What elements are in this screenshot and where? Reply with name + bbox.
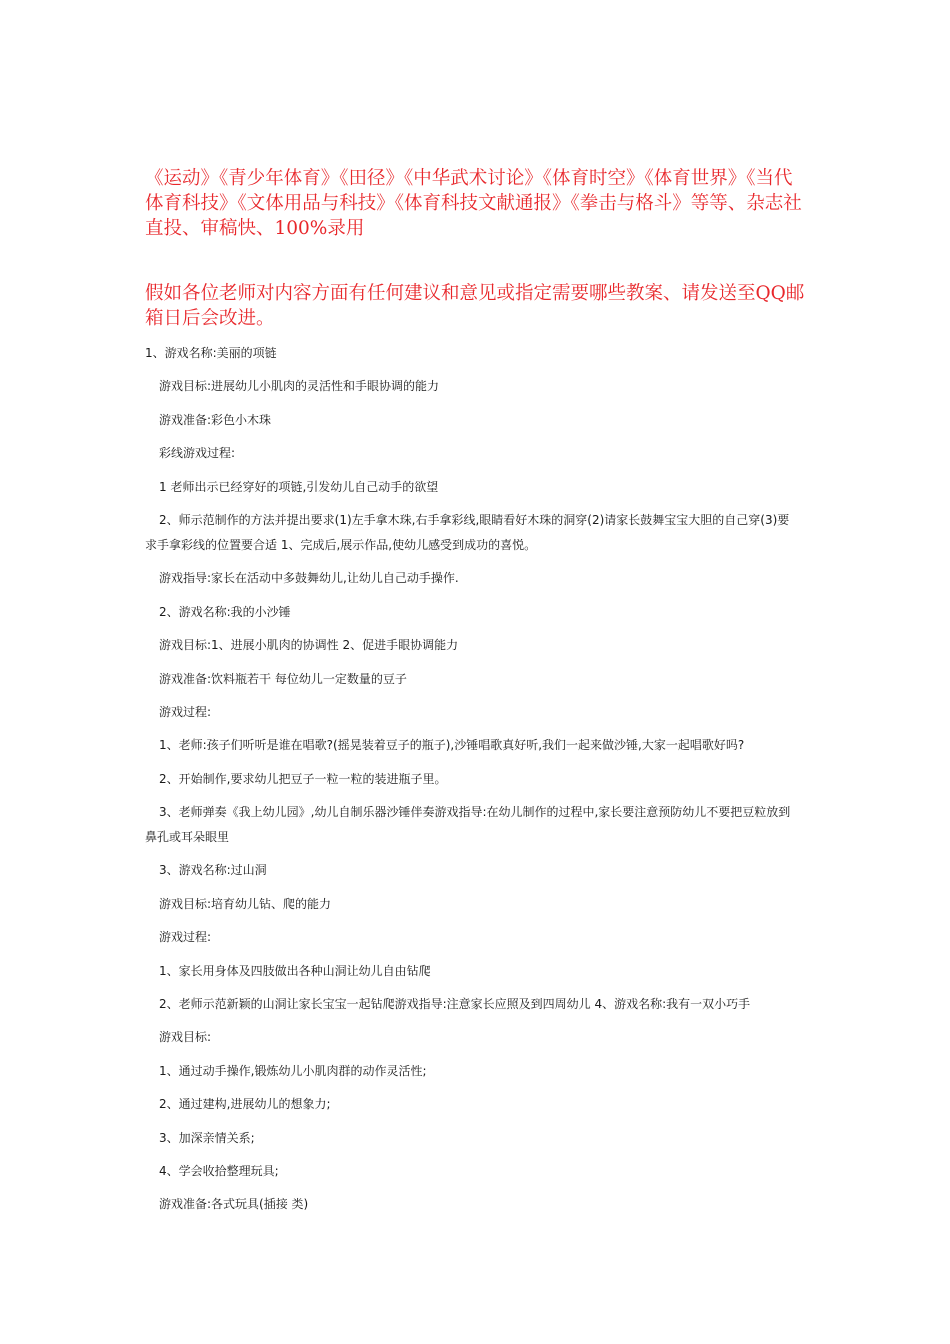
game-2-step-3-line-1: 3、老师弹奏《我上幼儿园》,幼儿自制乐器沙锤伴奏游戏指导:在幼儿制作的过程中,家长要注意预防幼儿不要把豆粒放到 <box>159 805 791 820</box>
document-page <box>145 166 805 1226</box>
game-4-goal-1: 1、通过动手操作,锻炼幼儿小肌肉群的动作灵活性; <box>159 1063 427 1078</box>
game-4-goal-heading: 游戏目标: <box>159 1030 212 1045</box>
game-3-process-heading: 游戏过程: <box>159 930 212 945</box>
game-2-materials: 游戏准备:饮料瓶若干 每位幼儿一定数量的豆子 <box>159 671 407 686</box>
game-1-title: 1、游戏名称:美丽的项链 <box>145 346 277 360</box>
game-2-title: 2、游戏名称:我的小沙锤 <box>159 604 291 619</box>
game-4-materials: 游戏准备:各式玩具(插接 类) <box>159 1197 309 1212</box>
game-1-step-2-line-1: 2、师示范制作的方法并提出要求(1)左手拿木珠,右手拿彩线,眼睛看好木珠的洞穿(2)请家长鼓舞宝宝大胆的自己穿(3)要 <box>159 512 790 527</box>
game-4-goal-3: 3、加深亲情关系; <box>159 1130 255 1145</box>
game-1-materials: 游戏准备:彩色小木珠 <box>159 412 272 427</box>
journal-advert: 《运动》《青少年体育》《田径》《中华武术讨论》《体育时空》《体育世界》《当代体育科技》《文体用品与科技》《体育科技文献通报》《拳击与格斗》等等、杂志社直投、审稿快、100%录用 <box>145 168 802 239</box>
game-2-process-heading: 游戏过程: <box>159 704 212 719</box>
game-2-step-2: 2、开始制作,要求幼儿把豆子一粒一粒的装进瓶子里。 <box>159 771 447 786</box>
game-3-step-2: 2、老师示范新颖的山洞让家长宝宝一起钻爬游戏指导:注意家长应照及到四周幼儿 4、游戏名称:我有一双小巧手 <box>159 997 751 1012</box>
lesson-content <box>145 341 805 1226</box>
game-2-step-1: 1、老师:孩子们听听是谁在唱歌?(摇晃装着豆子的瓶子),沙锤唱歌真好听,我们一起来做沙锤,大家一起唱歌好吗? <box>159 738 745 753</box>
game-1-step-2 <box>145 508 805 558</box>
game-2-step-3-line-2: 鼻孔或耳朵眼里 <box>145 830 230 845</box>
game-3-goal: 游戏目标:培育幼儿钻、爬的能力 <box>159 896 332 911</box>
game-3-step-1: 1、家长用身体及四肢做出各种山洞让幼儿自由钻爬 <box>159 963 431 978</box>
game-3-title: 3、游戏名称:过山洞 <box>159 863 267 878</box>
game-1-goal: 游戏目标:进展幼儿小肌肉的灵活性和手眼协调的能力 <box>159 379 440 394</box>
game-2-step-3 <box>145 800 805 850</box>
game-1-step-2-line-2: 求手拿彩线的位置要合适 1、完成后,展示作品,使幼儿感受到成功的喜悦。 <box>145 537 537 552</box>
game-1-guidance: 游戏指导:家长在活动中多鼓舞幼儿,让幼儿自己动手操作. <box>159 571 459 586</box>
game-1-process-heading: 彩线游戏过程: <box>159 446 236 461</box>
game-2-goal: 游戏目标:1、进展小肌肉的协调性 2、促进手眼协调能力 <box>159 638 459 653</box>
feedback-notice: 假如各位老师对内容方面有任何建议和意见或指定需要哪些教案、请发送至QQ邮箱日后会改进。 <box>145 283 805 329</box>
game-4-goal-2: 2、通过建构,进展幼儿的想象力; <box>159 1097 331 1112</box>
game-1-step-1: 1 老师出示已经穿好的项链,引发幼儿自己动手的欲望 <box>159 479 439 494</box>
game-4-goal-4: 4、学会收拾整理玩具; <box>159 1163 279 1178</box>
